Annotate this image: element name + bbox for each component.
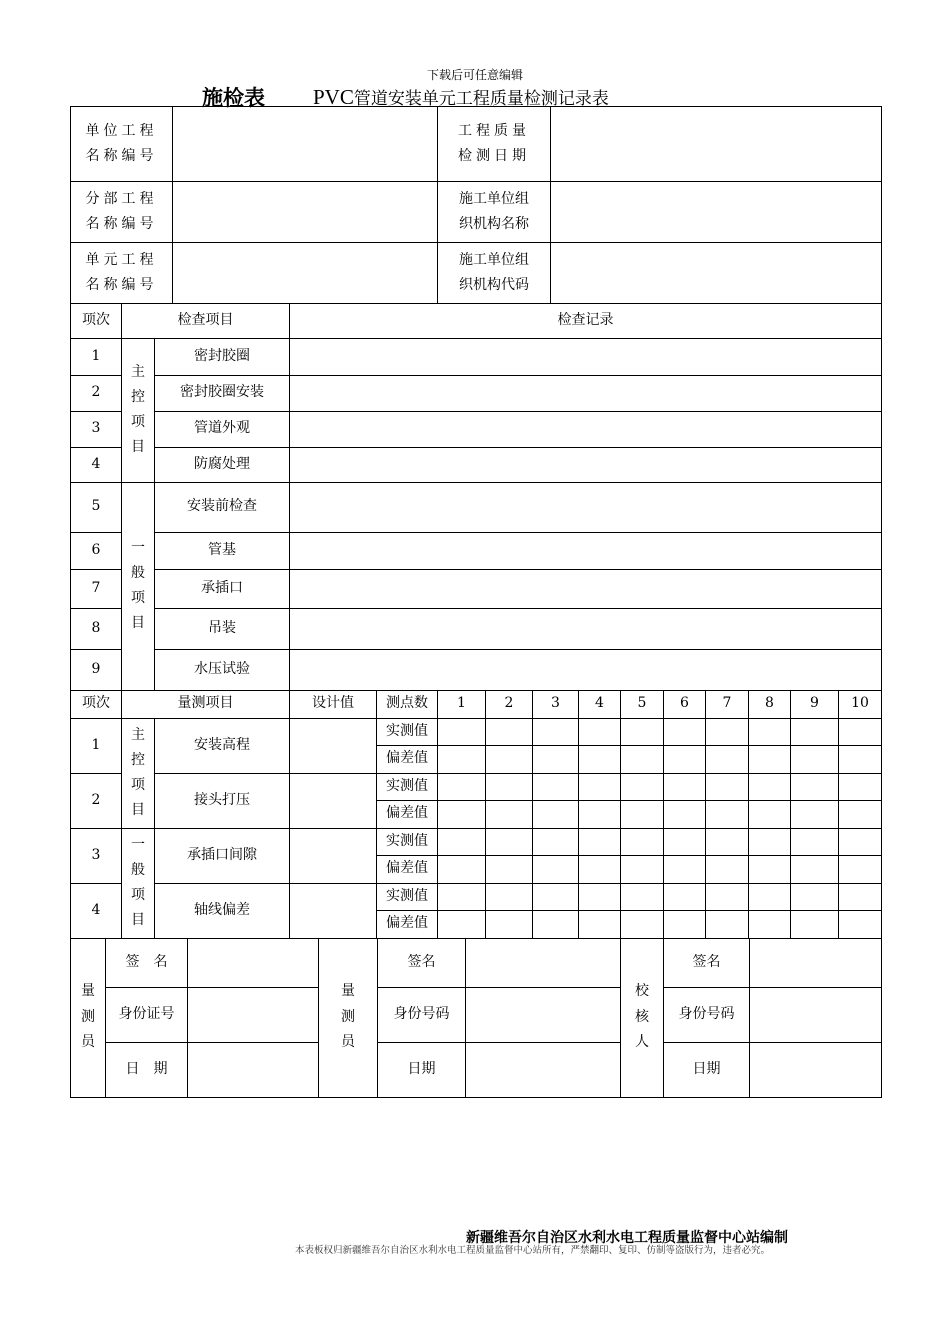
inspection-col-no: 项次: [71, 303, 122, 338]
point-header: 3: [533, 690, 579, 718]
point-cell[interactable]: [579, 718, 621, 745]
measure-col-points: 测点数: [377, 690, 438, 718]
point-cell[interactable]: [438, 855, 486, 883]
inspection-row-record[interactable]: [290, 482, 882, 532]
point-cell[interactable]: [579, 910, 621, 938]
date-c-label: 日期: [664, 1042, 750, 1097]
point-cell[interactable]: [791, 883, 839, 910]
measure-row-item: 承插口间隙: [155, 828, 290, 883]
surveyor-b-label: 量 测 员: [319, 938, 378, 1097]
org-code-value[interactable]: [551, 243, 882, 304]
id-b-label: 身份号码: [378, 987, 466, 1042]
point-cell[interactable]: [621, 745, 664, 773]
point-cell[interactable]: [533, 828, 579, 855]
measure-row-item: 轴线偏差: [155, 883, 290, 938]
point-cell[interactable]: [486, 718, 533, 745]
inspection-row-no: 1: [71, 338, 122, 375]
inspection-row-item: 水压试验: [155, 649, 290, 690]
id-b-field[interactable]: [466, 987, 621, 1042]
point-cell[interactable]: [533, 718, 579, 745]
inspection-row-record[interactable]: [290, 411, 882, 447]
point-header: 4: [579, 690, 621, 718]
point-cell[interactable]: [706, 718, 749, 745]
point-cell[interactable]: [749, 718, 791, 745]
sign-b-label: 签名: [378, 938, 466, 987]
point-cell[interactable]: [438, 718, 486, 745]
sign-c-label: 签名: [664, 938, 750, 987]
point-cell[interactable]: [791, 745, 839, 773]
point-cell[interactable]: [621, 718, 664, 745]
inspection-group-main: 主 控 项 目: [122, 338, 155, 482]
division-project-value[interactable]: [173, 182, 438, 243]
point-cell[interactable]: [839, 800, 882, 828]
inspection-row-record[interactable]: [290, 649, 882, 690]
measure-row-no: 1: [71, 718, 122, 773]
point-cell[interactable]: [533, 773, 579, 800]
date-b-label: 日期: [378, 1042, 466, 1097]
point-cell[interactable]: [839, 883, 882, 910]
surveyor-a-label: 量 测 员: [71, 938, 106, 1097]
point-cell[interactable]: [791, 718, 839, 745]
measure-group-general: 一 般 项 目: [122, 828, 155, 938]
point-cell[interactable]: [438, 745, 486, 773]
inspection-row-no: 9: [71, 649, 122, 690]
project-info-table: [70, 106, 882, 304]
sign-b-field[interactable]: [466, 938, 621, 987]
point-cell[interactable]: [579, 883, 621, 910]
point-cell[interactable]: [438, 828, 486, 855]
point-cell[interactable]: [791, 773, 839, 800]
point-cell[interactable]: [749, 773, 791, 800]
measure-col-item: 量测项目: [122, 690, 290, 718]
unit-project-value[interactable]: [173, 107, 438, 182]
point-cell[interactable]: [621, 800, 664, 828]
sign-a-label: 签 名: [106, 938, 188, 987]
point-cell[interactable]: [533, 855, 579, 883]
point-cell[interactable]: [839, 828, 882, 855]
inspection-row-item: 管道外观: [155, 411, 290, 447]
point-cell[interactable]: [486, 828, 533, 855]
inspection-row-record[interactable]: [290, 532, 882, 569]
date-b-field[interactable]: [466, 1042, 621, 1097]
point-cell[interactable]: [706, 773, 749, 800]
id-a-label: 身份证号: [106, 987, 188, 1042]
point-cell[interactable]: [533, 910, 579, 938]
point-cell[interactable]: [621, 773, 664, 800]
org-name-value[interactable]: [551, 182, 882, 243]
deviation-label: 偏差值: [377, 800, 438, 828]
point-cell[interactable]: [839, 745, 882, 773]
inspection-row-no: 5: [71, 482, 122, 532]
inspection-row-item: 管基: [155, 532, 290, 569]
measure-row-item: 安装高程: [155, 718, 290, 773]
point-cell[interactable]: [839, 718, 882, 745]
inspection-row-record[interactable]: [290, 608, 882, 649]
id-c-field[interactable]: [750, 987, 882, 1042]
point-cell[interactable]: [533, 883, 579, 910]
point-header: 2: [486, 690, 533, 718]
element-project-value[interactable]: [173, 243, 438, 304]
point-cell[interactable]: [749, 883, 791, 910]
point-cell[interactable]: [579, 828, 621, 855]
point-cell[interactable]: [621, 828, 664, 855]
sign-a-field[interactable]: [188, 938, 319, 987]
point-cell[interactable]: [664, 745, 706, 773]
design-value-cell[interactable]: [290, 828, 377, 883]
point-cell[interactable]: [839, 910, 882, 938]
point-cell[interactable]: [791, 855, 839, 883]
design-value-cell[interactable]: [290, 883, 377, 938]
form-type-title: 施检表: [202, 85, 265, 110]
id-a-field[interactable]: [188, 987, 319, 1042]
point-cell[interactable]: [706, 910, 749, 938]
point-cell[interactable]: [791, 828, 839, 855]
point-cell[interactable]: [664, 718, 706, 745]
design-value-cell[interactable]: [290, 718, 377, 773]
point-cell[interactable]: [579, 745, 621, 773]
point-cell[interactable]: [486, 910, 533, 938]
point-cell[interactable]: [664, 773, 706, 800]
inspection-row-no: 8: [71, 608, 122, 649]
point-cell[interactable]: [749, 910, 791, 938]
inspection-row-item: 承插口: [155, 569, 290, 608]
inspection-row-item: 密封胶圈安装: [155, 375, 290, 411]
point-cell[interactable]: [749, 828, 791, 855]
point-cell[interactable]: [486, 773, 533, 800]
point-cell[interactable]: [486, 855, 533, 883]
quality-date-value[interactable]: [551, 107, 882, 182]
point-cell[interactable]: [664, 910, 706, 938]
point-cell[interactable]: [664, 883, 706, 910]
point-cell[interactable]: [438, 910, 486, 938]
point-cell[interactable]: [706, 800, 749, 828]
measured-label: 实测值: [377, 718, 438, 745]
download-note: 下载后可任意编辑: [426, 68, 523, 82]
point-cell[interactable]: [621, 910, 664, 938]
point-cell[interactable]: [749, 855, 791, 883]
point-header: 10: [839, 690, 882, 718]
point-cell[interactable]: [749, 745, 791, 773]
point-cell[interactable]: [438, 883, 486, 910]
form-title-pvc: PVC: [313, 85, 354, 109]
point-header: 1: [438, 690, 486, 718]
measure-col-no: 项次: [71, 690, 122, 718]
inspection-col-item: 检查项目: [122, 303, 290, 338]
id-c-label: 身份号码: [664, 987, 750, 1042]
date-a-field[interactable]: [188, 1042, 319, 1097]
measure-col-design: 设计值: [290, 690, 377, 718]
unit-project-label: 单位工程 名称编号: [71, 107, 173, 182]
sign-c-field[interactable]: [750, 938, 882, 987]
point-cell[interactable]: [791, 800, 839, 828]
point-cell[interactable]: [486, 800, 533, 828]
point-cell[interactable]: [839, 773, 882, 800]
element-project-label: 单元工程 名称编号: [71, 243, 173, 304]
measure-group-main: 主 控 项 目: [122, 718, 155, 828]
point-cell[interactable]: [839, 855, 882, 883]
inspection-row-no: 3: [71, 411, 122, 447]
measured-label: 实测值: [377, 773, 438, 800]
point-cell[interactable]: [579, 800, 621, 828]
point-cell[interactable]: [706, 828, 749, 855]
inspection-row-no: 4: [71, 447, 122, 482]
org-code-label: 施工单位组 织机构代码: [438, 243, 551, 304]
measured-label: 实测值: [377, 828, 438, 855]
inspection-row-no: 7: [71, 569, 122, 608]
point-cell[interactable]: [579, 773, 621, 800]
division-project-label: 分部工程 名称编号: [71, 182, 173, 243]
point-cell[interactable]: [621, 883, 664, 910]
measure-row-no: 3: [71, 828, 122, 883]
inspection-row-item: 密封胶圈: [155, 338, 290, 375]
inspection-table: [70, 303, 882, 691]
point-cell[interactable]: [664, 800, 706, 828]
point-cell[interactable]: [749, 800, 791, 828]
inspection-row-record[interactable]: [290, 569, 882, 608]
point-header: 9: [791, 690, 839, 718]
org-name-label: 施工单位组 织机构名称: [438, 182, 551, 243]
inspection-col-record: 检查记录: [290, 303, 882, 338]
point-header: 5: [621, 690, 664, 718]
date-a-label: 日 期: [106, 1042, 188, 1097]
inspection-row-record[interactable]: [290, 447, 882, 482]
inspection-row-item: 吊装: [155, 608, 290, 649]
date-c-field[interactable]: [750, 1042, 882, 1097]
point-cell[interactable]: [664, 855, 706, 883]
signature-table: [70, 938, 882, 1098]
point-cell[interactable]: [438, 800, 486, 828]
form-title-text: 管道安装单元工程质量检测记录表: [353, 89, 609, 109]
inspection-row-item: 防腐处理: [155, 447, 290, 482]
inspection-row-record[interactable]: [290, 338, 882, 375]
point-cell[interactable]: [791, 910, 839, 938]
footer-organization: 新疆维吾尔自治区水利水电工程质量监督中心站编制: [466, 1230, 788, 1246]
inspection-row-no: 2: [71, 375, 122, 411]
inspection-row-no: 6: [71, 532, 122, 569]
point-cell[interactable]: [486, 883, 533, 910]
point-cell[interactable]: [486, 745, 533, 773]
deviation-label: 偏差值: [377, 745, 438, 773]
point-header: 6: [664, 690, 706, 718]
deviation-label: 偏差值: [377, 855, 438, 883]
point-cell[interactable]: [706, 745, 749, 773]
point-cell[interactable]: [664, 828, 706, 855]
quality-date-label: 工程质量 检测日期: [438, 107, 551, 182]
point-cell[interactable]: [579, 855, 621, 883]
inspection-group-general: 一 般 项 目: [122, 482, 155, 690]
point-cell[interactable]: [621, 855, 664, 883]
deviation-label: 偏差值: [377, 910, 438, 938]
measured-label: 实测值: [377, 883, 438, 910]
point-cell[interactable]: [533, 800, 579, 828]
measurement-table: [70, 690, 882, 939]
point-header: 7: [706, 690, 749, 718]
point-cell[interactable]: [706, 855, 749, 883]
point-cell[interactable]: [533, 745, 579, 773]
inspection-row-record[interactable]: [290, 375, 882, 411]
checker-label: 校 核 人: [621, 938, 664, 1097]
design-value-cell[interactable]: [290, 773, 377, 828]
measure-row-no: 2: [71, 773, 122, 828]
point-cell[interactable]: [438, 773, 486, 800]
measure-row-no: 4: [71, 883, 122, 938]
footer-copyright: 本表板权归新疆维吾尔自治区水利水电工程质量监督中心站所有，严禁翻印、复印、仿制等盗版行为，违者必究。: [295, 1245, 771, 1256]
inspection-row-item: 安装前检查: [155, 482, 290, 532]
point-header: 8: [749, 690, 791, 718]
measure-row-item: 接头打压: [155, 773, 290, 828]
point-cell[interactable]: [706, 883, 749, 910]
